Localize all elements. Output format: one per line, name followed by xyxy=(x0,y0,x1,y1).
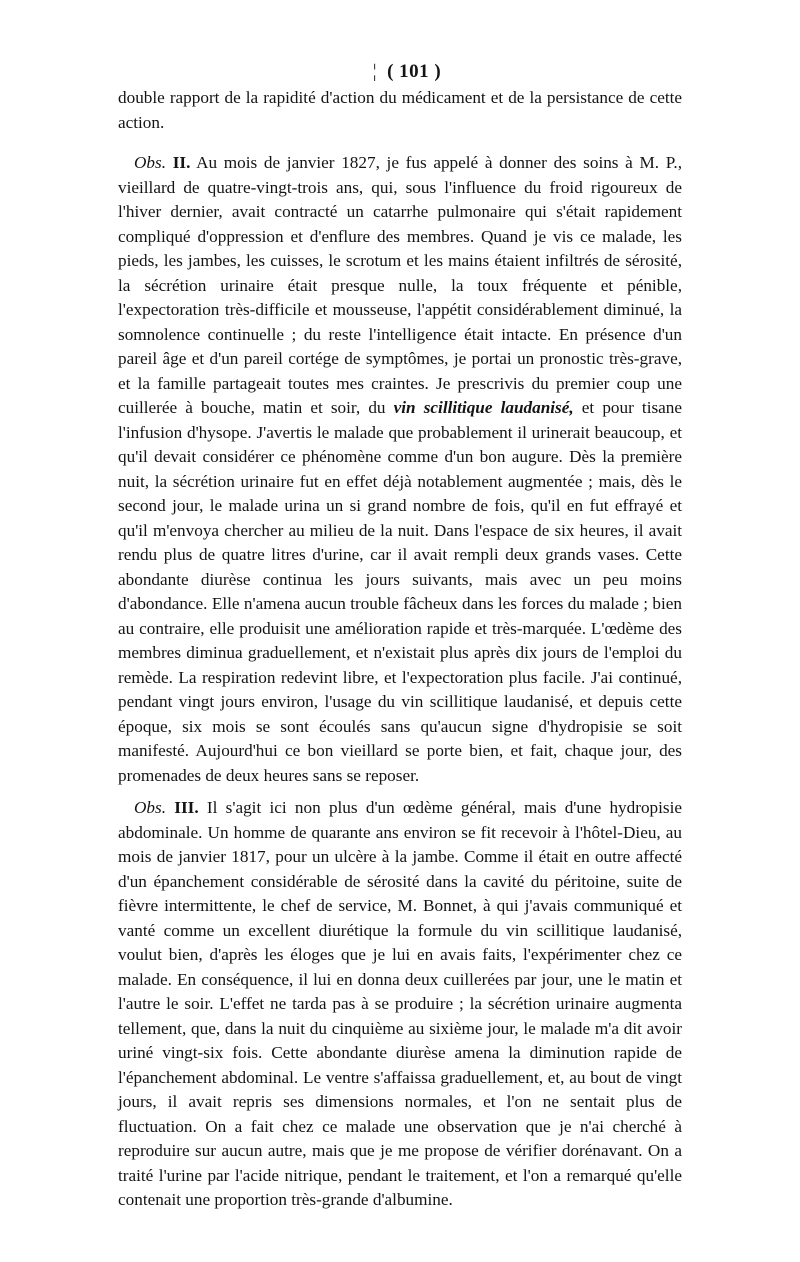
observation-number: II. xyxy=(172,153,191,172)
observation-label: Obs. xyxy=(134,798,166,817)
observation-label: Obs. xyxy=(134,153,166,172)
observation-number: III. xyxy=(174,798,199,817)
continued-paragraph: double rapport de la rapidité d'action du médicament et de la persistance de cette action. xyxy=(118,88,682,132)
book-page xyxy=(118,58,682,1221)
margin-mark: ¦ xyxy=(372,61,378,82)
observation-text: Au mois de janvier 1827, je fus appelé à donner des soins à M. P., vieillard de quatre-vingt-trois ans, qui, sous l'influence du froid rigoureux de l'hiver dernier, avait contracté un catarrhe pulmonaire qui s'était rapidement compliqué d'oppression et d'enflure des membres. Quand je vis ce malade, les pieds, les jambes, les cuisses, le scrotum et les mains étaient infiltrés de sérosité, la sécrétion urinaire était presque nulle, la toux fréquente et pénible, l'expectoration très-difficile et mousseuse, l'appétit considérablement diminué, la somnolence continuelle ; du reste l'intelligence était intacte. En présence d'un pareil âge et d'un pareil cortége de symptômes, je portai un pronostic très-grave, et la famille partageait toutes mes craintes. Je prescrivis du premier coup une cuillerée à bouche, matin et soir, du xyxy=(118,153,682,417)
observation-2-paragraph xyxy=(118,151,682,788)
observation-3-paragraph xyxy=(118,796,682,1213)
page-number: ( 101 ) xyxy=(387,61,442,82)
observation-text: Il s'agit ici non plus d'un œdème général, mais d'une hydropisie abdominale. Un homme de quarante ans environ se fit recevoir à l'hôtel-Dieu, au mois de janvier 1817, pour un ulcère à la jambe. Comme il était en outre affecté d'un épanchement considérable de sérosité dans la cavité du péritoine, suite de fièvre intermittente, le chef de service, M. Bonnet, à qui j'avais communiqué et vanté comme un excellent diurétique la formule du vin scillitique laudanisé, voulut bien, d'après les éloges que je lui en avais faits, l'expérimenter chez ce malade. En conséquence, il lui en donna deux cuillerées par jour, une le matin et l'autre le soir. L'effet ne tarda pas à se produire ; la sécrétion urinaire augmenta tellement, que, dans la nuit du cinquième au sixième jour, le malade m'a dit avoir uriné vingt-six fois. Cette abondante diurèse amena la diminution rapide de l'épanchement abdominal. Le ventre s'affaissa graduellement, et, au bout de vingt jours, il avait repris ses dimensions normales, et l'on ne sentait plus de fluctuation. On a fait chez ce malade une observation que je n'ai cherché à reproduire sur aucun autre, mais que je me propose de vérifier dorénavant. On a traité l'urine par l'acide nitrique, pendant le traitement, et l'on a remarqué qu'elle contenait une proportion très-grande d'albumine. xyxy=(118,798,683,1209)
remedy-name-emphasis: vin scillitique laudanisé, xyxy=(393,398,574,417)
observation-text: et pour tisane l'infusion d'hysope. J'avertis le malade que probablement il urinerait beaucoup, et qu'il devait considérer ce phénomène comme d'un bon augure. Dès la première nuit, la sécrétion urinaire fut en effet déjà notablement augmentée ; mais, dès le second jour, le malade urina un si grand nombre de fois, qu'il en fut effrayé et qu'il m'envoya chercher au milieu de la nuit. Dans l'espace de six heures, il avait rendu plus de quatre litres d'urine, car il avait rempli deux grands vases. Cette abondante diurèse continua les jours suivants, mais avec un peu moins d'abondance. Elle n'amena aucun trouble fâcheux dans les forces du malade ; bien au contraire, elle produisit une amélioration rapide et très-marquée. L'œdème des membres diminua graduellement, et n'existait plus après dix jours de l'emploi du remède. La respiration redevint libre, et l'expectoration plus facile. J'ai continué, pendant vingt jours environ, l'usage du vin scillitique laudanisé, et depuis cette époque, six mois se sont écoulés sans qu'aucun signe d'hydropisie se soit manifesté. Aujourd'hui ce bon vieillard se porte bien, et fait, chaque jour, des promenades de deux heures sans se reposer. xyxy=(118,398,683,785)
page-header xyxy=(132,58,682,86)
